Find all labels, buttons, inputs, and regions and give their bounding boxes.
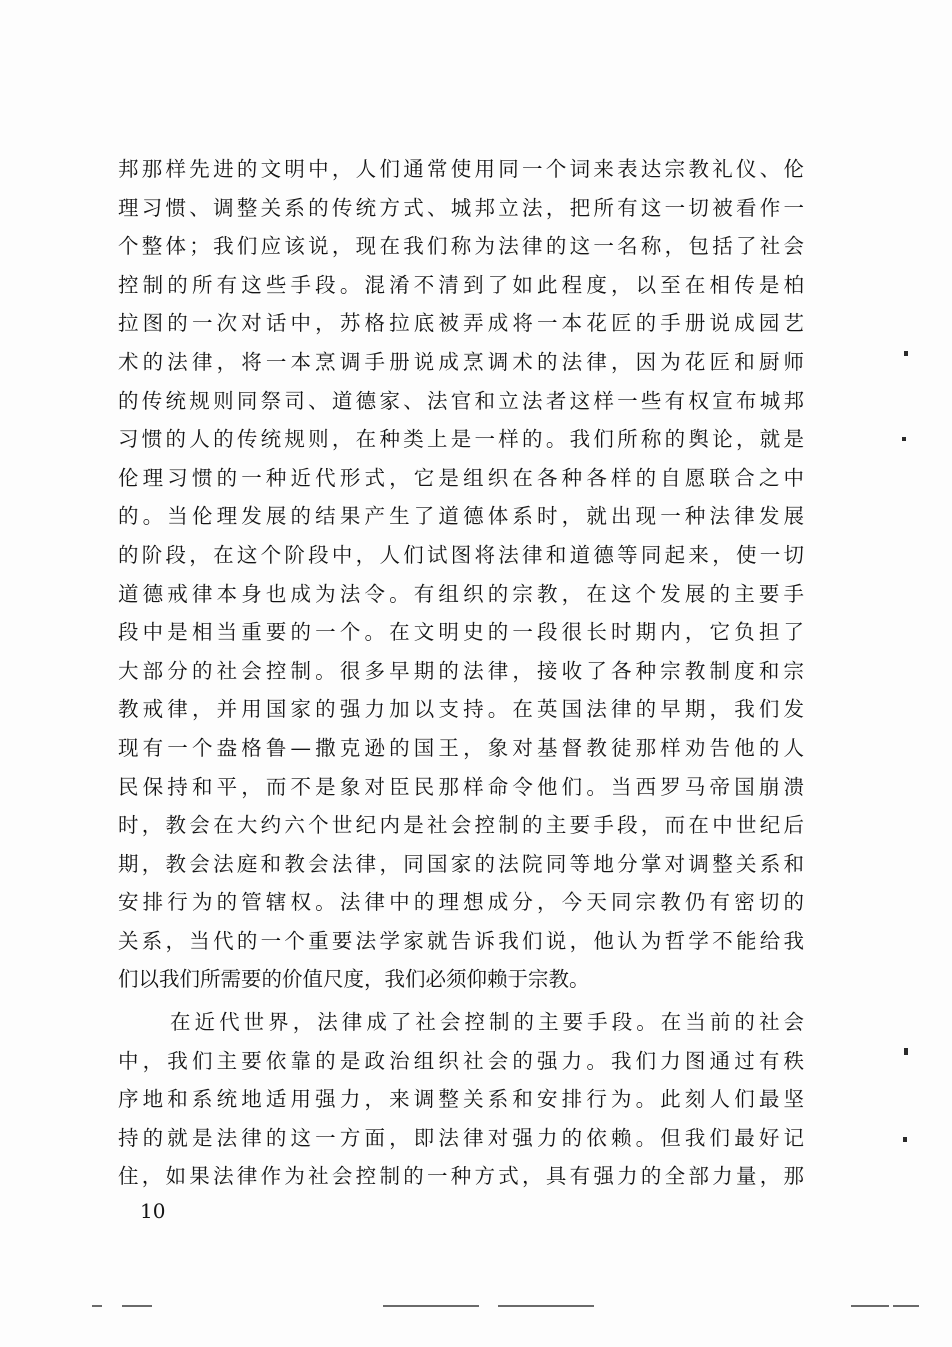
body-text (118, 150, 804, 1196)
scan-edge-mark (383, 1305, 479, 1307)
text-line: 现有一个盎格鲁—撒克逊的国王，象对基督教徒那样劝告他的人 (118, 735, 804, 760)
text-line: 拉图的一次对话中，苏格拉底被弄成将一本花匠的手册说成园艺 (118, 311, 804, 336)
scan-edge-mark (851, 1305, 889, 1307)
scan-edge-mark (893, 1305, 919, 1307)
text-line: 序地和系统地适用强力，来调整关系和安排行为。此刻人们最坚 (118, 1087, 804, 1112)
text-line: 时，教会在大约六个世纪内是社会控制的主要手段，而在中世纪后 (118, 813, 804, 838)
text-line: 大部分的社会控制。很多早期的法律，接收了各种宗教制度和宗 (118, 658, 804, 683)
text-line: 段中是相当重要的一个。在文明史的一段很长时期内，它负担了 (118, 620, 804, 645)
text-line: 术的法律，将一本烹调手册说成烹调术的法律，因为花匠和厨师 (118, 349, 804, 374)
paragraph-1 (118, 150, 804, 999)
scan-edge-mark (92, 1305, 102, 1307)
text-line: 民保持和平，而不是象对臣民那样命令他们。当西罗马帝国崩溃 (118, 774, 804, 799)
text-line: 的阶段，在这个阶段中，人们试图将法律和道德等同起来，使一切 (118, 542, 804, 567)
text-line: 安排行为的管辖权。法律中的理想成分，今天同宗教仍有密切的 (118, 890, 804, 915)
text-line: 期，教会法庭和教会法律，同国家的法院同等地分掌对调整关系和 (118, 851, 804, 876)
text-line: 持的就是法律的这一方面，即法律对强力的依赖。但我们最好记 (118, 1125, 804, 1150)
text-line: 道德戒律本身也成为法令。有组织的宗教，在这个发展的主要手 (118, 581, 804, 606)
scan-edge-mark (122, 1305, 152, 1307)
scan-edge-mark (498, 1305, 594, 1307)
text-line: 控制的所有这些手段。混淆不清到了如此程度，以至在相传是柏 (118, 272, 804, 297)
page-number: 10 (140, 1199, 166, 1223)
text-line: 习惯的人的传统规则，在种类上是一样的。我们所称的舆论，就是 (118, 427, 804, 452)
text-line: 个整体；我们应该说，现在我们称为法律的这一名称，包括了社会 (118, 234, 804, 259)
text-line: 邦那样先进的文明中，人们通常使用同一个词来表达宗教礼仪、伦 (118, 157, 804, 181)
scan-speck (902, 437, 906, 441)
scan-speck (904, 351, 908, 356)
scan-speck (904, 1048, 908, 1055)
text-line: 住，如果法律作为社会控制的一种方式，具有强力的全部力量，那 (118, 1164, 804, 1189)
text-line: 关系，当代的一个重要法学家就告诉我们说，他认为哲学不能给我 (118, 928, 804, 953)
text-line: 们以我们所需要的价值尺度，我们必须仰赖于宗教。 (118, 967, 590, 992)
text-line: 中，我们主要依靠的是政治组织社会的强力。我们力图通过有秩 (118, 1048, 804, 1073)
scan-speck (903, 1137, 907, 1142)
text-line: 理习惯、调整关系的传统方式、城邦立法，把所有这一切被看作一 (118, 195, 804, 220)
text-line: 教戒律，并用国家的强力加以支持。在英国法律的早期，我们发 (118, 697, 804, 722)
paragraph-2 (118, 1003, 804, 1196)
text-line: 在近代世界，法律成了社会控制的主要手段。在当前的社会 (170, 1010, 804, 1035)
text-line: 的传统规则同祭司、道德家、法官和立法者这样一些有权宣布城邦 (118, 388, 804, 413)
text-line: 的。当伦理发展的结果产生了道德体系时，就出现一种法律发展 (118, 504, 804, 529)
text-line: 伦理习惯的一种近代形式，它是组织在各种各样的自愿联合之中 (118, 465, 804, 490)
